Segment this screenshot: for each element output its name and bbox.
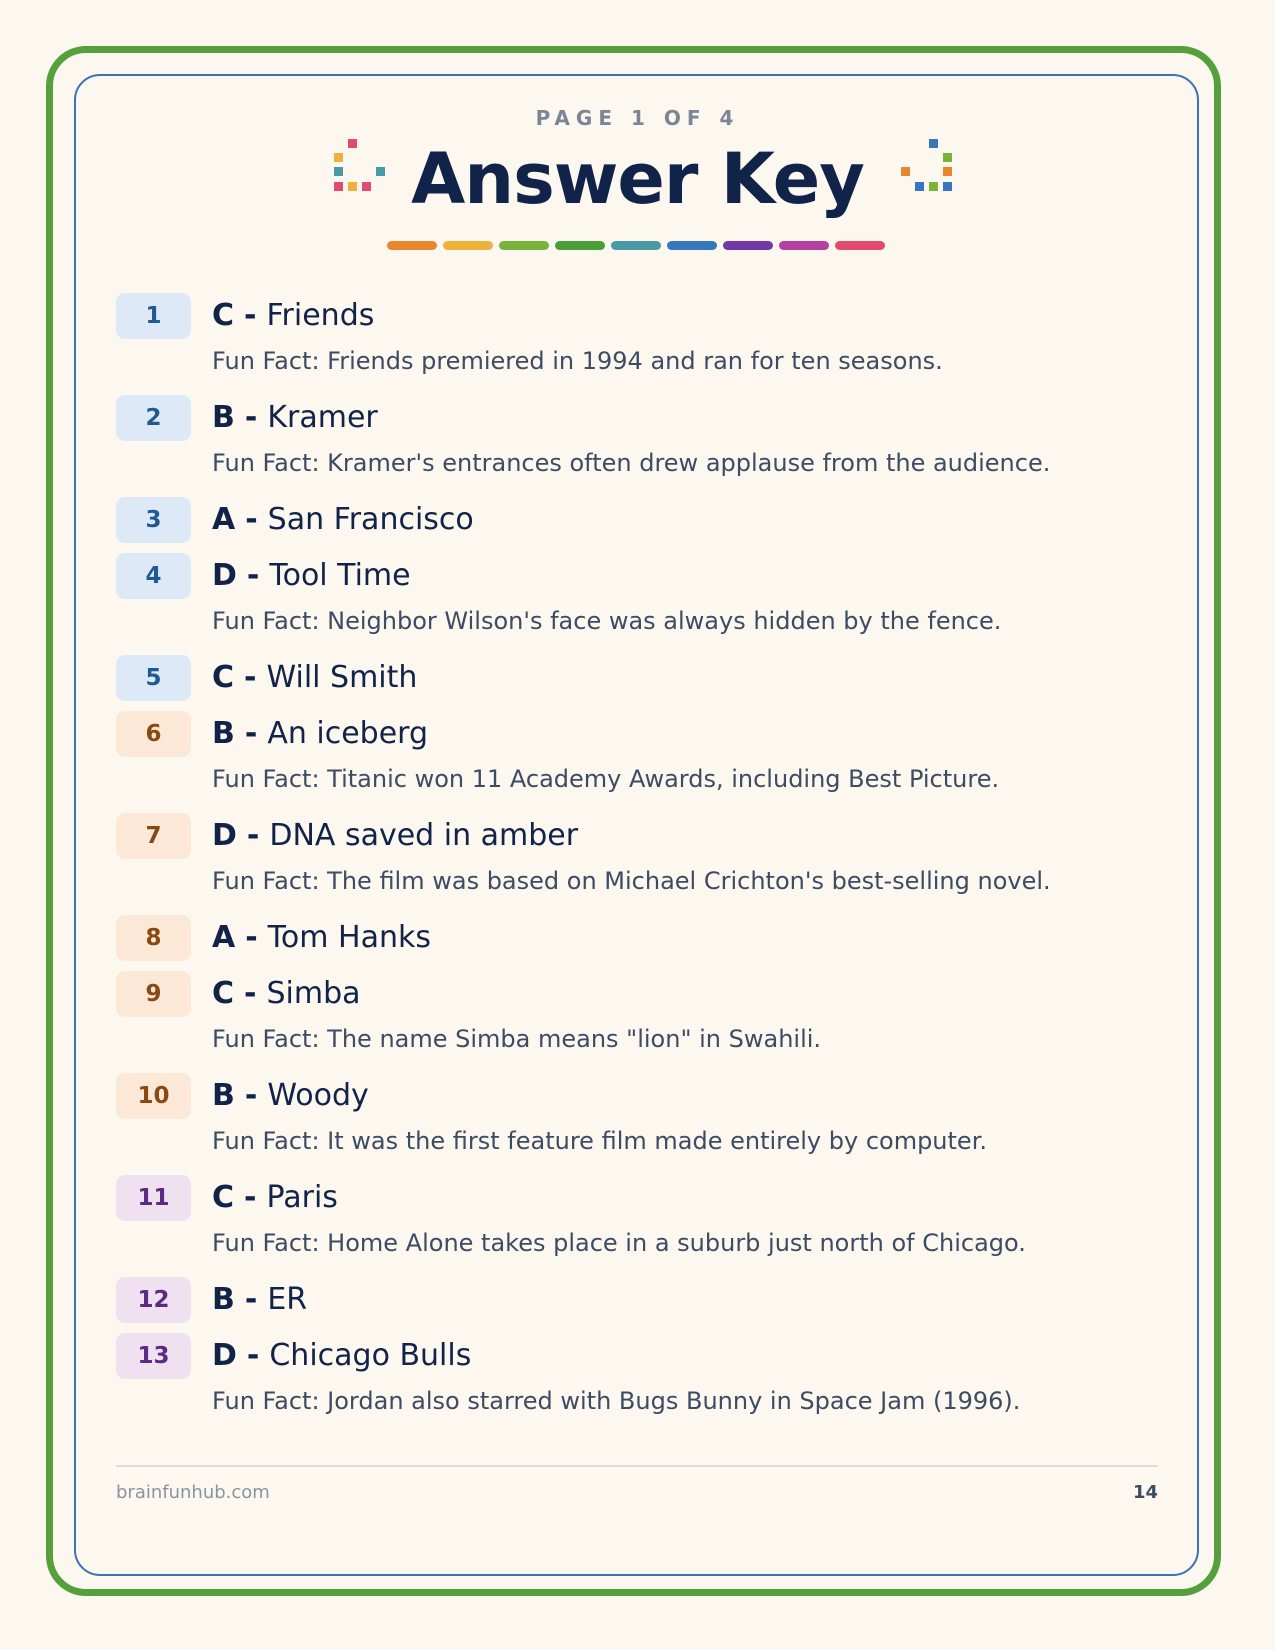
question-number-badge: 8 (116, 915, 191, 961)
answer-separator: - (244, 660, 257, 695)
question-number-badge: 6 (116, 711, 191, 757)
answer-line (212, 915, 1156, 961)
answer-letter: B (212, 716, 235, 751)
color-stripe (723, 241, 773, 250)
answer-letter: C (212, 660, 235, 695)
color-stripe (779, 241, 829, 250)
answer-line (212, 293, 1156, 339)
answer-text: DNA saved in amber (269, 818, 579, 853)
answer-letter: B (212, 1282, 235, 1317)
fun-fact: Fun Fact: It was the first feature film made entirely by computer. (212, 1127, 987, 1155)
answer-text: Will Smith (266, 660, 418, 695)
pixel-square (943, 153, 952, 162)
fun-fact: Fun Fact: Neighbor Wilson's face was always hidden by the fence. (212, 607, 1002, 635)
answer-text: Woody (267, 1078, 369, 1113)
answer-item (116, 655, 1156, 701)
footer-page-number: 14 (1132, 1482, 1158, 1503)
question-number-badge: 12 (116, 1277, 191, 1323)
answer-separator: - (244, 1078, 258, 1113)
answer-item (116, 915, 1156, 961)
question-number-badge: 4 (116, 553, 191, 599)
answer-line (212, 1073, 1156, 1119)
answer-text: San Francisco (267, 502, 474, 537)
fun-fact: Fun Fact: Kramer's entrances often drew applause from the audience. (212, 449, 1051, 477)
question-number-badge: 2 (116, 395, 191, 441)
fun-fact: Fun Fact: Jordan also starred with Bugs Bunny in Space Jam (1996). (212, 1387, 1021, 1415)
answer-item (116, 497, 1156, 543)
question-number-badge: 11 (116, 1175, 191, 1221)
fun-fact: Fun Fact: The name Simba means "lion" in Swahili. (212, 1025, 822, 1053)
pixel-square (943, 182, 952, 191)
question-number-badge: 5 (116, 655, 191, 701)
answer-letter: D (212, 1338, 237, 1373)
answer-text: Tool Time (269, 558, 411, 593)
color-stripe (499, 241, 549, 250)
question-number-badge: 7 (116, 813, 191, 859)
answer-letter: C (212, 1180, 235, 1215)
answer-item (116, 1175, 1156, 1263)
answer-letter: A (212, 920, 236, 955)
answer-separator: - (244, 716, 258, 751)
answer-item (116, 1277, 1156, 1323)
fun-fact: Fun Fact: Friends premiered in 1994 and ran for ten seasons. (212, 347, 943, 375)
answer-separator: - (246, 1338, 260, 1373)
answer-separator: - (245, 920, 258, 955)
page-title: Answer Key (411, 138, 864, 220)
answer-item (116, 553, 1156, 641)
question-number-badge: 3 (116, 497, 191, 543)
answer-separator: - (245, 502, 258, 537)
answer-list (116, 293, 1156, 1435)
answer-item (116, 971, 1156, 1059)
answer-text: An iceberg (267, 716, 429, 751)
color-stripe (667, 241, 717, 250)
answer-separator: - (246, 558, 260, 593)
answer-item (116, 293, 1156, 381)
pixel-square (943, 167, 952, 176)
color-stripe (611, 241, 661, 250)
color-stripe (835, 241, 885, 250)
answer-text: Simba (266, 976, 361, 1011)
pixel-square (929, 182, 938, 191)
question-number-badge: 9 (116, 971, 191, 1017)
answer-item (116, 1333, 1156, 1421)
answer-line (212, 711, 1156, 757)
answer-letter: B (212, 1078, 235, 1113)
answer-separator: - (244, 400, 258, 435)
answer-text: ER (267, 1282, 308, 1317)
question-number-badge: 13 (116, 1333, 191, 1379)
pixel-square (915, 182, 924, 191)
answer-item (116, 813, 1156, 901)
answer-line (212, 553, 1156, 599)
answer-letter: A (212, 502, 236, 537)
answer-separator: - (244, 298, 257, 333)
answer-line (212, 395, 1156, 441)
page-label: PAGE 1 OF 4 (535, 106, 740, 130)
footer-site: brainfunhub.com (116, 1482, 270, 1503)
color-stripe (555, 241, 605, 250)
answer-separator: - (246, 818, 260, 853)
answer-text: Kramer (267, 400, 378, 435)
answer-line (212, 655, 1156, 701)
fun-fact: Fun Fact: Home Alone takes place in a suburb just north of Chicago. (212, 1229, 1026, 1257)
answer-letter: B (212, 400, 235, 435)
answer-item (116, 1073, 1156, 1161)
answer-line (212, 971, 1156, 1017)
fun-fact: Fun Fact: The film was based on Michael Crichton's best-selling novel. (212, 867, 1051, 895)
answer-item (116, 395, 1156, 483)
answer-line (212, 1277, 1156, 1323)
question-number-badge: 10 (116, 1073, 191, 1119)
footer-divider (116, 1465, 1158, 1467)
answer-letter: D (212, 558, 237, 593)
answer-line (212, 813, 1156, 859)
color-stripe (387, 241, 437, 250)
answer-line (212, 1175, 1156, 1221)
answer-letter: C (212, 298, 235, 333)
answer-letter: D (212, 818, 237, 853)
answer-text: Tom Hanks (267, 920, 431, 955)
pixel-square (901, 167, 910, 176)
answer-text: Paris (266, 1180, 338, 1215)
answer-line (212, 1333, 1156, 1379)
answer-letter: C (212, 976, 235, 1011)
answer-separator: - (244, 1180, 257, 1215)
answer-separator: - (244, 976, 257, 1011)
answer-item (116, 711, 1156, 799)
fun-fact: Fun Fact: Titanic won 11 Academy Awards, including Best Picture. (212, 765, 1000, 793)
answer-text: Friends (266, 298, 375, 333)
question-number-badge: 1 (116, 293, 191, 339)
color-stripe (443, 241, 493, 250)
answer-line (212, 497, 1156, 543)
answer-separator: - (244, 1282, 258, 1317)
answer-text: Chicago Bulls (269, 1338, 472, 1373)
pixel-square (929, 139, 938, 148)
